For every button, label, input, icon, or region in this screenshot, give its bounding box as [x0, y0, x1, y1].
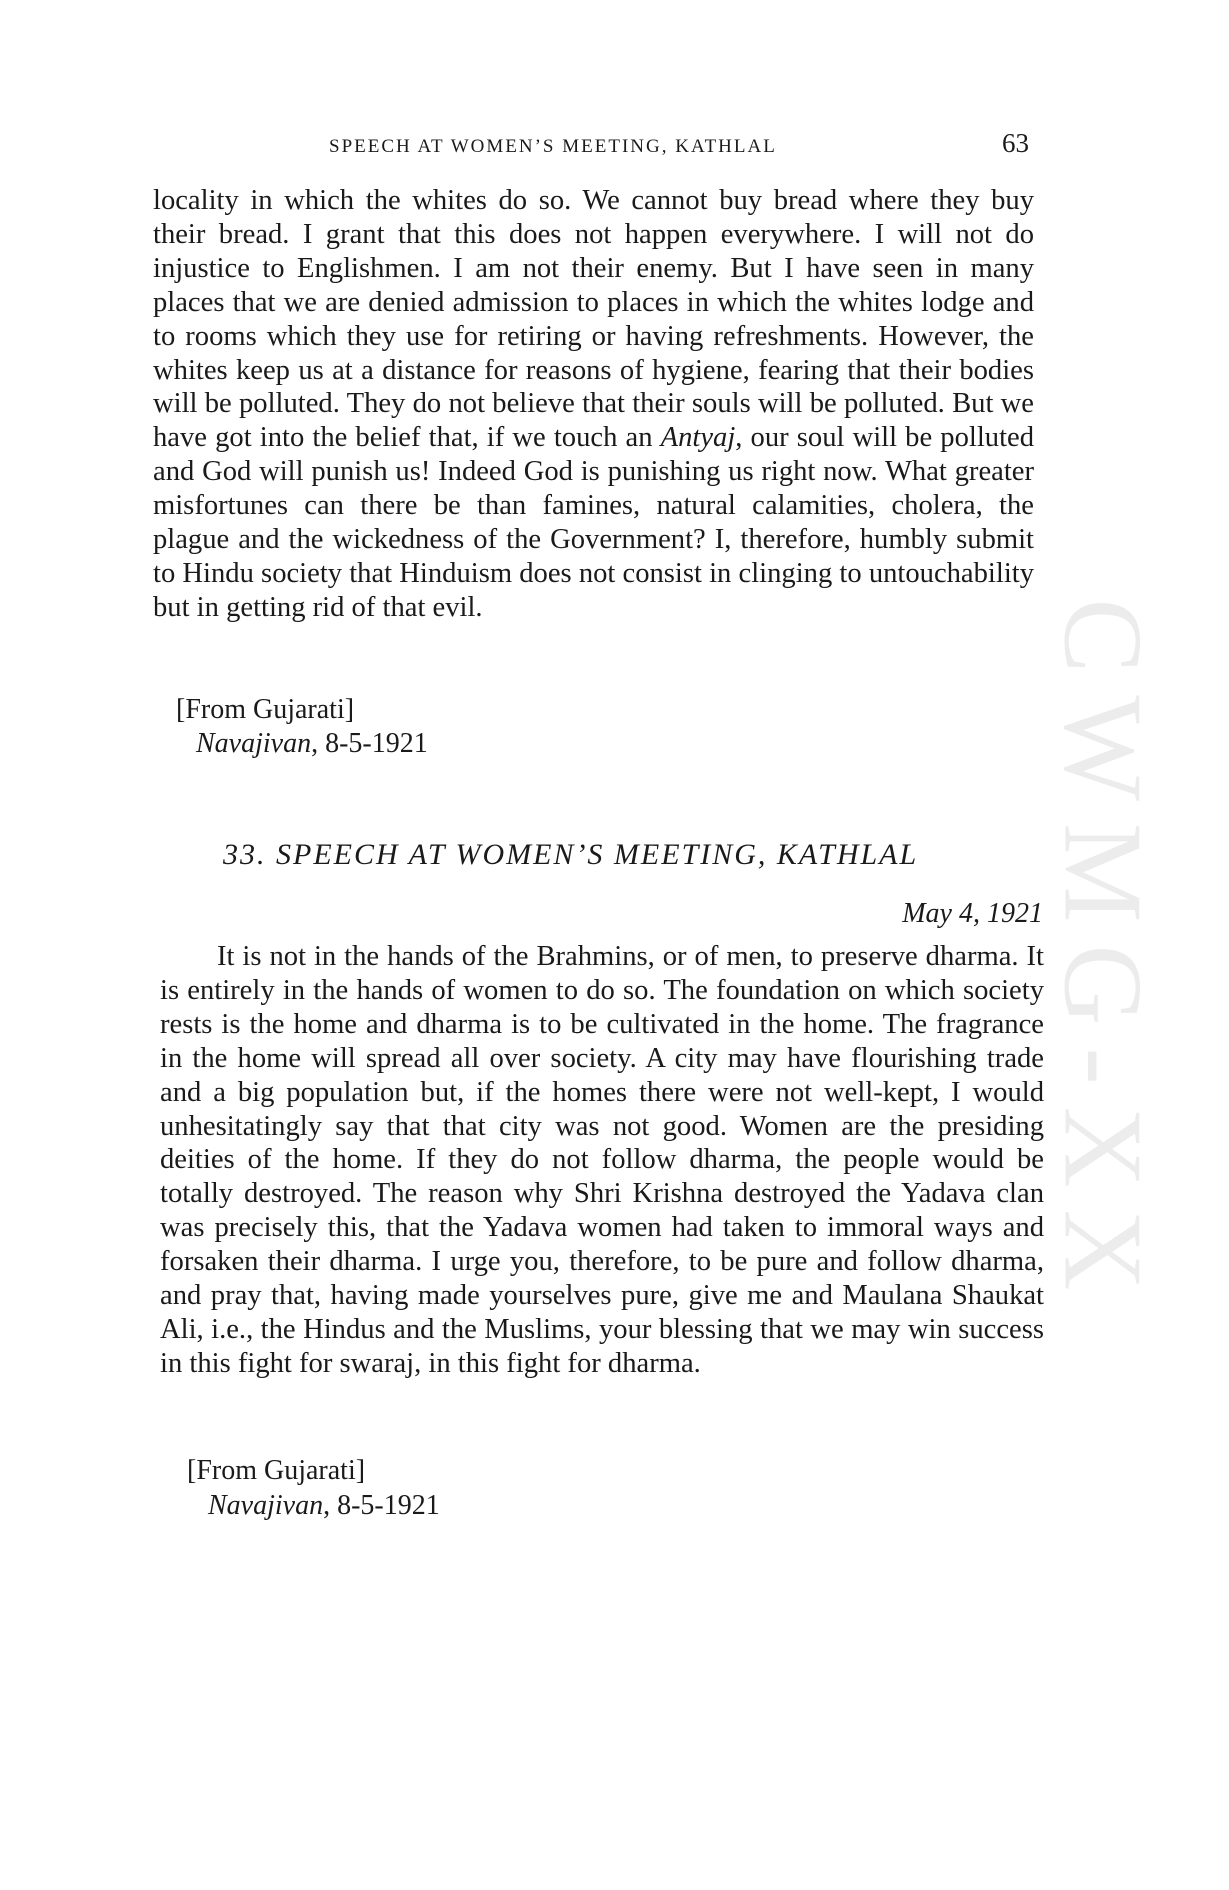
text-run: locality in which the whites do so. We cannot buy bread where they buy their bread. I grant that this does not happen everywhere. I will not do injustice to Englishmen. I am not their enemy. But I have seen in many places that we are denied admission to places in which the whites lodge and to rooms which they use for retiring or having refreshments. However, the whites keep us at a distance for reasons of hygiene, fearing that their bodies will be polluted. They do not believe that their souls will be polluted. But we have got into the belief that, if we touch an: [153, 185, 1034, 454]
paragraph-text: It is not in the hands of the Brahmins, or of men, to preserve dharma. It is entirely in the hands of women to do so. The foundation on which society rests is the home and dharma is to be cultivated in the home. The fragrance in the home will spread all over society. A city may have flourishing trade and a big population but, if the homes there were not well-kept, I would unhesitatingly say that that city was not good. Women are the presiding deities of the home. If they do not follow dharma, the people would be totally destroyed. The reason why Shri Krishna destroyed the Yadava clan was precisely this, that the Yadava women had taken to immoral ways and forsaken their dharma. I urge you, therefore, to be pure and follow dharma, and pray that, having made yourselves pure, give me and Maulana Shaukat Ali, i.e., the Hindus and the Muslims, your blessing that we may win success in this fight for swaraj, in this fight for dharma.: [160, 941, 1044, 1379]
publication-name: Navajivan: [208, 1490, 324, 1521]
speech-date: May 4, 1921: [902, 898, 1043, 929]
publication-citation: [196, 728, 428, 760]
publication-date: , 8-5-1921: [323, 1490, 440, 1521]
source-label: [From Gujarati]: [176, 694, 355, 725]
continued-paragraph: [153, 184, 1034, 625]
publication-name: Navajivan: [196, 728, 312, 759]
speech-body: [160, 940, 1044, 1381]
running-title: SPEECH AT WOMEN’S MEETING, KATHLAL: [329, 136, 777, 157]
publication-date: , 8-5-1921: [311, 728, 428, 759]
page-number: 63: [1002, 128, 1029, 158]
text-run: , our soul will be polluted and God will punish us! Indeed God is punishing us right now. What greater misfortunes can there be than famines, natural calamities, cholera, the plague and the wickedness of the Government? I, therefore, humbly submit to Hindu society that Hinduism does not consist in clinging to untouchability but in getting rid of that evil.: [153, 422, 1034, 623]
watermark: [1040, 530, 1165, 1380]
source-label: [From Gujarati]: [187, 1455, 366, 1486]
watermark-text: CWMG-XX: [1040, 598, 1165, 1312]
paragraph-text: [153, 184, 1034, 625]
section-heading: 33. SPEECH AT WOMEN’S MEETING, KATHLAL: [223, 838, 919, 871]
italic-term: Antyaj: [660, 422, 736, 454]
publication-citation: [208, 1490, 440, 1522]
